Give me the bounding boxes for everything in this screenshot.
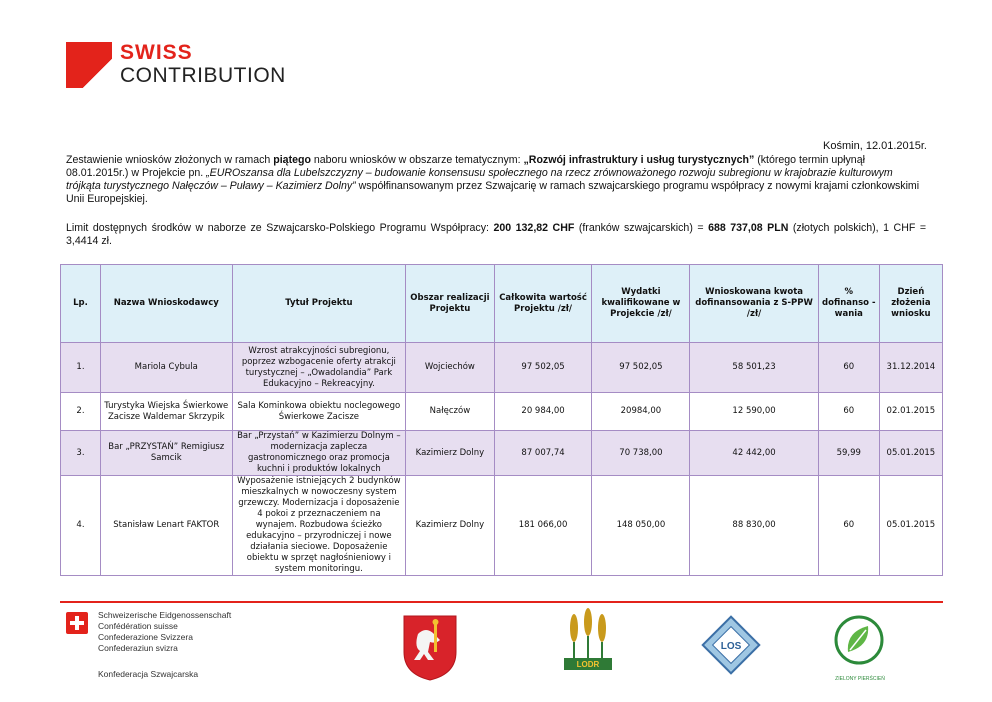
cell-requested: 12 590,00 <box>690 393 818 431</box>
cell-percent: 60 <box>818 343 879 393</box>
table-header-row <box>61 265 943 343</box>
column-header: Obszar realizacji Projektu <box>406 265 494 343</box>
applications-table <box>60 264 943 576</box>
intro-round: piątego <box>273 154 311 166</box>
cell-applicant: Stanisław Lenart FAKTOR <box>100 476 232 576</box>
swiss-contribution-logo <box>66 42 296 92</box>
cell-total: 20 984,00 <box>494 393 592 431</box>
svg-text:LOS: LOS <box>720 641 742 652</box>
table-row <box>61 431 943 476</box>
los-emblem-icon <box>698 612 764 678</box>
confed-line: Schweizerische Eidgenossenschaft <box>98 610 232 620</box>
cell-title: Wyposażenie istniejących 2 budynków mieszkalnych w nowoczesny system grzewczy. Modernizacja i doposażenie 4 pokoi z przeznaczeniem na wynajem. Rozbudowa ścieżko edukacyjno – przyrodniczej i nowe działania sieciowe. Doposażenie obiektu w sprzęt nagłośnieniowy i system monitoringu. <box>232 476 406 576</box>
column-header: Tytuł Projektu <box>232 265 406 343</box>
limit-text: (złotych polskich), 1 CHF = 3,4414 zł. <box>66 222 927 247</box>
cell-date: 05.01.2015 <box>879 431 942 476</box>
leaf-emblem-icon <box>832 612 886 676</box>
column-header: Wnioskowana kwota dofinansowania z S-PPW /zł/ <box>690 265 818 343</box>
confederation-polish: Konfederacja Szwajcarska <box>98 669 199 679</box>
limit-pln: 688 737,08 PLN <box>708 222 789 234</box>
cell-date: 02.01.2015 <box>879 393 942 431</box>
cell-area: Wojciechów <box>406 343 494 393</box>
cell-percent: 60 <box>818 476 879 576</box>
limit-text: (franków szwajcarskich) = <box>574 222 709 234</box>
column-header: Całkowita wartość Projektu /zł/ <box>494 265 592 343</box>
cell-applicant: Bar „PRZYSTAŃ” Remigiusz Samcik <box>100 431 232 476</box>
limit-chf: 200 132,82 CHF <box>493 222 575 234</box>
cell-lp: 1. <box>61 343 101 393</box>
cell-title: Wzrost atrakcyjności subregionu, poprzez wzbogacenie oferty atrakcji turystycznej – „Owadolandia” Park Edukacyjno – Rekreacyjny. <box>232 343 406 393</box>
limit-text: Limit dostępnych środków w naborze ze Szwajcarsko-Polskiego Programu Współpracy: <box>66 222 494 234</box>
cell-eligible: 70 738,00 <box>592 431 690 476</box>
cell-applicant: Mariola Cybula <box>100 343 232 393</box>
cell-eligible: 20984,00 <box>592 393 690 431</box>
cell-total: 87 007,74 <box>494 431 592 476</box>
coat-of-arms-icon <box>400 612 460 682</box>
swiss-flag-icon <box>66 612 88 634</box>
cell-date: 05.01.2015 <box>879 476 942 576</box>
column-header: Lp. <box>61 265 101 343</box>
cell-title: Sala Kominkowa obiektu noclegowego Świerkowe Zacisze <box>232 393 406 431</box>
logo-mark-icon <box>66 42 112 88</box>
intro-text: naboru wniosków w obszarze tematycznym: <box>310 154 524 166</box>
logo-contribution-text: CONTRIBUTION <box>120 64 286 87</box>
cell-area: Kazimierz Dolny <box>406 476 494 576</box>
intro-project-name: „EUROszansa dla Lubelszczyzny – budowanie konsensusu społecznego na rzecz zrównoważonego rozwoju subregionu w krajobrazie kulturowym trójkąta turystycznego Nałęczów – Puławy – Kazimierz Dolny” <box>66 167 893 192</box>
cell-total: 181 066,00 <box>494 476 592 576</box>
cell-date: 31.12.2014 <box>879 343 942 393</box>
cell-total: 97 502,05 <box>494 343 592 393</box>
table-row <box>61 393 943 431</box>
footer-divider <box>60 601 943 603</box>
column-header: Nazwa Wnioskodawcy <box>100 265 232 343</box>
leaf-emblem-caption: ZIELONY PIERŚCIEŃ <box>835 676 885 682</box>
intro-paragraph <box>66 154 926 206</box>
cell-lp: 3. <box>61 431 101 476</box>
intro-text: (którego termin upłynął 08.01.2015r.) w Projekcie pn. <box>66 154 865 179</box>
cell-percent: 59,99 <box>818 431 879 476</box>
table-row <box>61 343 943 393</box>
confed-line: Confederazione Svizzera <box>98 632 193 642</box>
column-header: Wydatki kwalifikowane w Projekcie /zł/ <box>592 265 690 343</box>
intro-text: Zestawienie wniosków złożonych w ramach <box>66 154 274 166</box>
column-header: Dzień złożenia wniosku <box>879 265 942 343</box>
cell-percent: 60 <box>818 393 879 431</box>
column-header: % dofinanso -wania <box>818 265 879 343</box>
cell-requested: 58 501,23 <box>690 343 818 393</box>
logo-swiss-text: SWISS <box>120 41 193 64</box>
cell-eligible: 97 502,05 <box>592 343 690 393</box>
document-date: Kośmin, 12.01.2015r. <box>823 140 927 152</box>
confederation-names <box>98 610 231 654</box>
wheat-emblem-icon <box>560 608 616 680</box>
confed-line: Confédération suisse <box>98 621 178 631</box>
confed-line: Confederaziun svizra <box>98 643 178 653</box>
cell-title: Bar „Przystań” w Kazimierzu Dolnym – modernizacja zaplecza gastronomicznego oraz promocja kuchni i produktów lokalnych <box>232 431 406 476</box>
cell-area: Kazimierz Dolny <box>406 431 494 476</box>
intro-text: współfinansowanym przez Szwajcarię w ramach szwajcarskiego programu współpracy z nowymi krajami członkowskimi Unii Europejskiej. <box>66 180 920 205</box>
cell-lp: 4. <box>61 476 101 576</box>
svg-text:LODR: LODR <box>576 660 600 669</box>
cell-lp: 2. <box>61 393 101 431</box>
cell-requested: 42 442,00 <box>690 431 818 476</box>
cell-applicant: Turystyka Wiejska Świerkowe Zacisze Waldemar Skrzypik <box>100 393 232 431</box>
cell-area: Nałęczów <box>406 393 494 431</box>
cell-requested: 88 830,00 <box>690 476 818 576</box>
table-row <box>61 476 943 576</box>
intro-topic: „Rozwój infrastruktury i usług turystycznych” <box>523 154 755 166</box>
cell-eligible: 148 050,00 <box>592 476 690 576</box>
funding-limit-paragraph <box>66 222 926 248</box>
